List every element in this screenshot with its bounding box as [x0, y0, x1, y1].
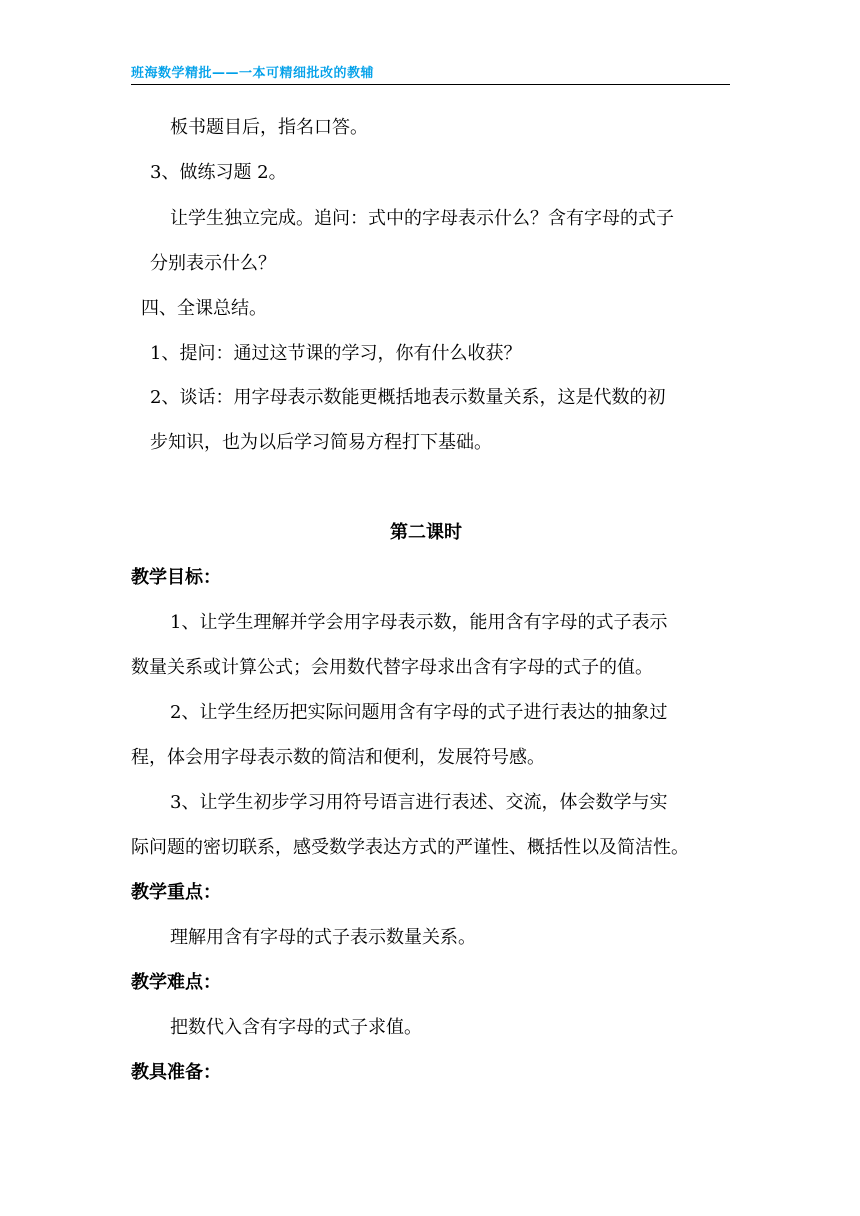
objective-line: 1、让学生理解并学会用字母表示数，能用含有字母的式子表示	[170, 612, 668, 633]
objective-line: 程，体会用字母表示数的简洁和便利，发展符号感。	[131, 747, 545, 768]
text-line: 分别表示什么？	[150, 253, 276, 274]
difficulties-text: 把数代入含有字母的式子求值。	[170, 1017, 422, 1038]
text-line: 四、全课总结。	[141, 298, 267, 319]
difficulties-heading: 教学难点：	[131, 972, 221, 993]
objectives-heading: 教学目标：	[131, 567, 221, 588]
page-header	[131, 60, 730, 85]
text-line: 板书题目后，指名口答。	[170, 117, 368, 138]
objective-line: 数量关系或计算公式；会用数代替字母求出含有字母的式子的值。	[131, 657, 653, 678]
objective-line: 际问题的密切联系，感受数学表达方式的严谨性、概括性以及简洁性。	[131, 837, 689, 858]
text-line: 3、做练习题 2。	[150, 162, 287, 183]
text-line: 1、提问：通过这节课的学习，你有什么收获？	[150, 343, 522, 364]
key-points-heading: 教学重点：	[131, 882, 221, 903]
text-line: 步知识，也为以后学习简易方程打下基础。	[150, 432, 492, 453]
text-line: 让学生独立完成。追问：式中的字母表示什么？含有字母的式子	[170, 208, 674, 229]
materials-heading: 教具准备：	[131, 1062, 221, 1083]
text-line: 2、谈话：用字母表示数能更概括地表示数量关系，这是代数的初	[150, 387, 666, 408]
header-text: 班海数学精批——一本可精细批改的教辅	[131, 66, 375, 81]
section-title: 第二课时	[390, 522, 462, 543]
objective-line: 2、让学生经历把实际问题用含有字母的式子进行表达的抽象过	[170, 702, 668, 723]
objective-line: 3、让学生初步学习用符号语言进行表述、交流，体会数学与实	[170, 792, 668, 813]
key-points-text: 理解用含有字母的式子表示数量关系。	[170, 927, 476, 948]
